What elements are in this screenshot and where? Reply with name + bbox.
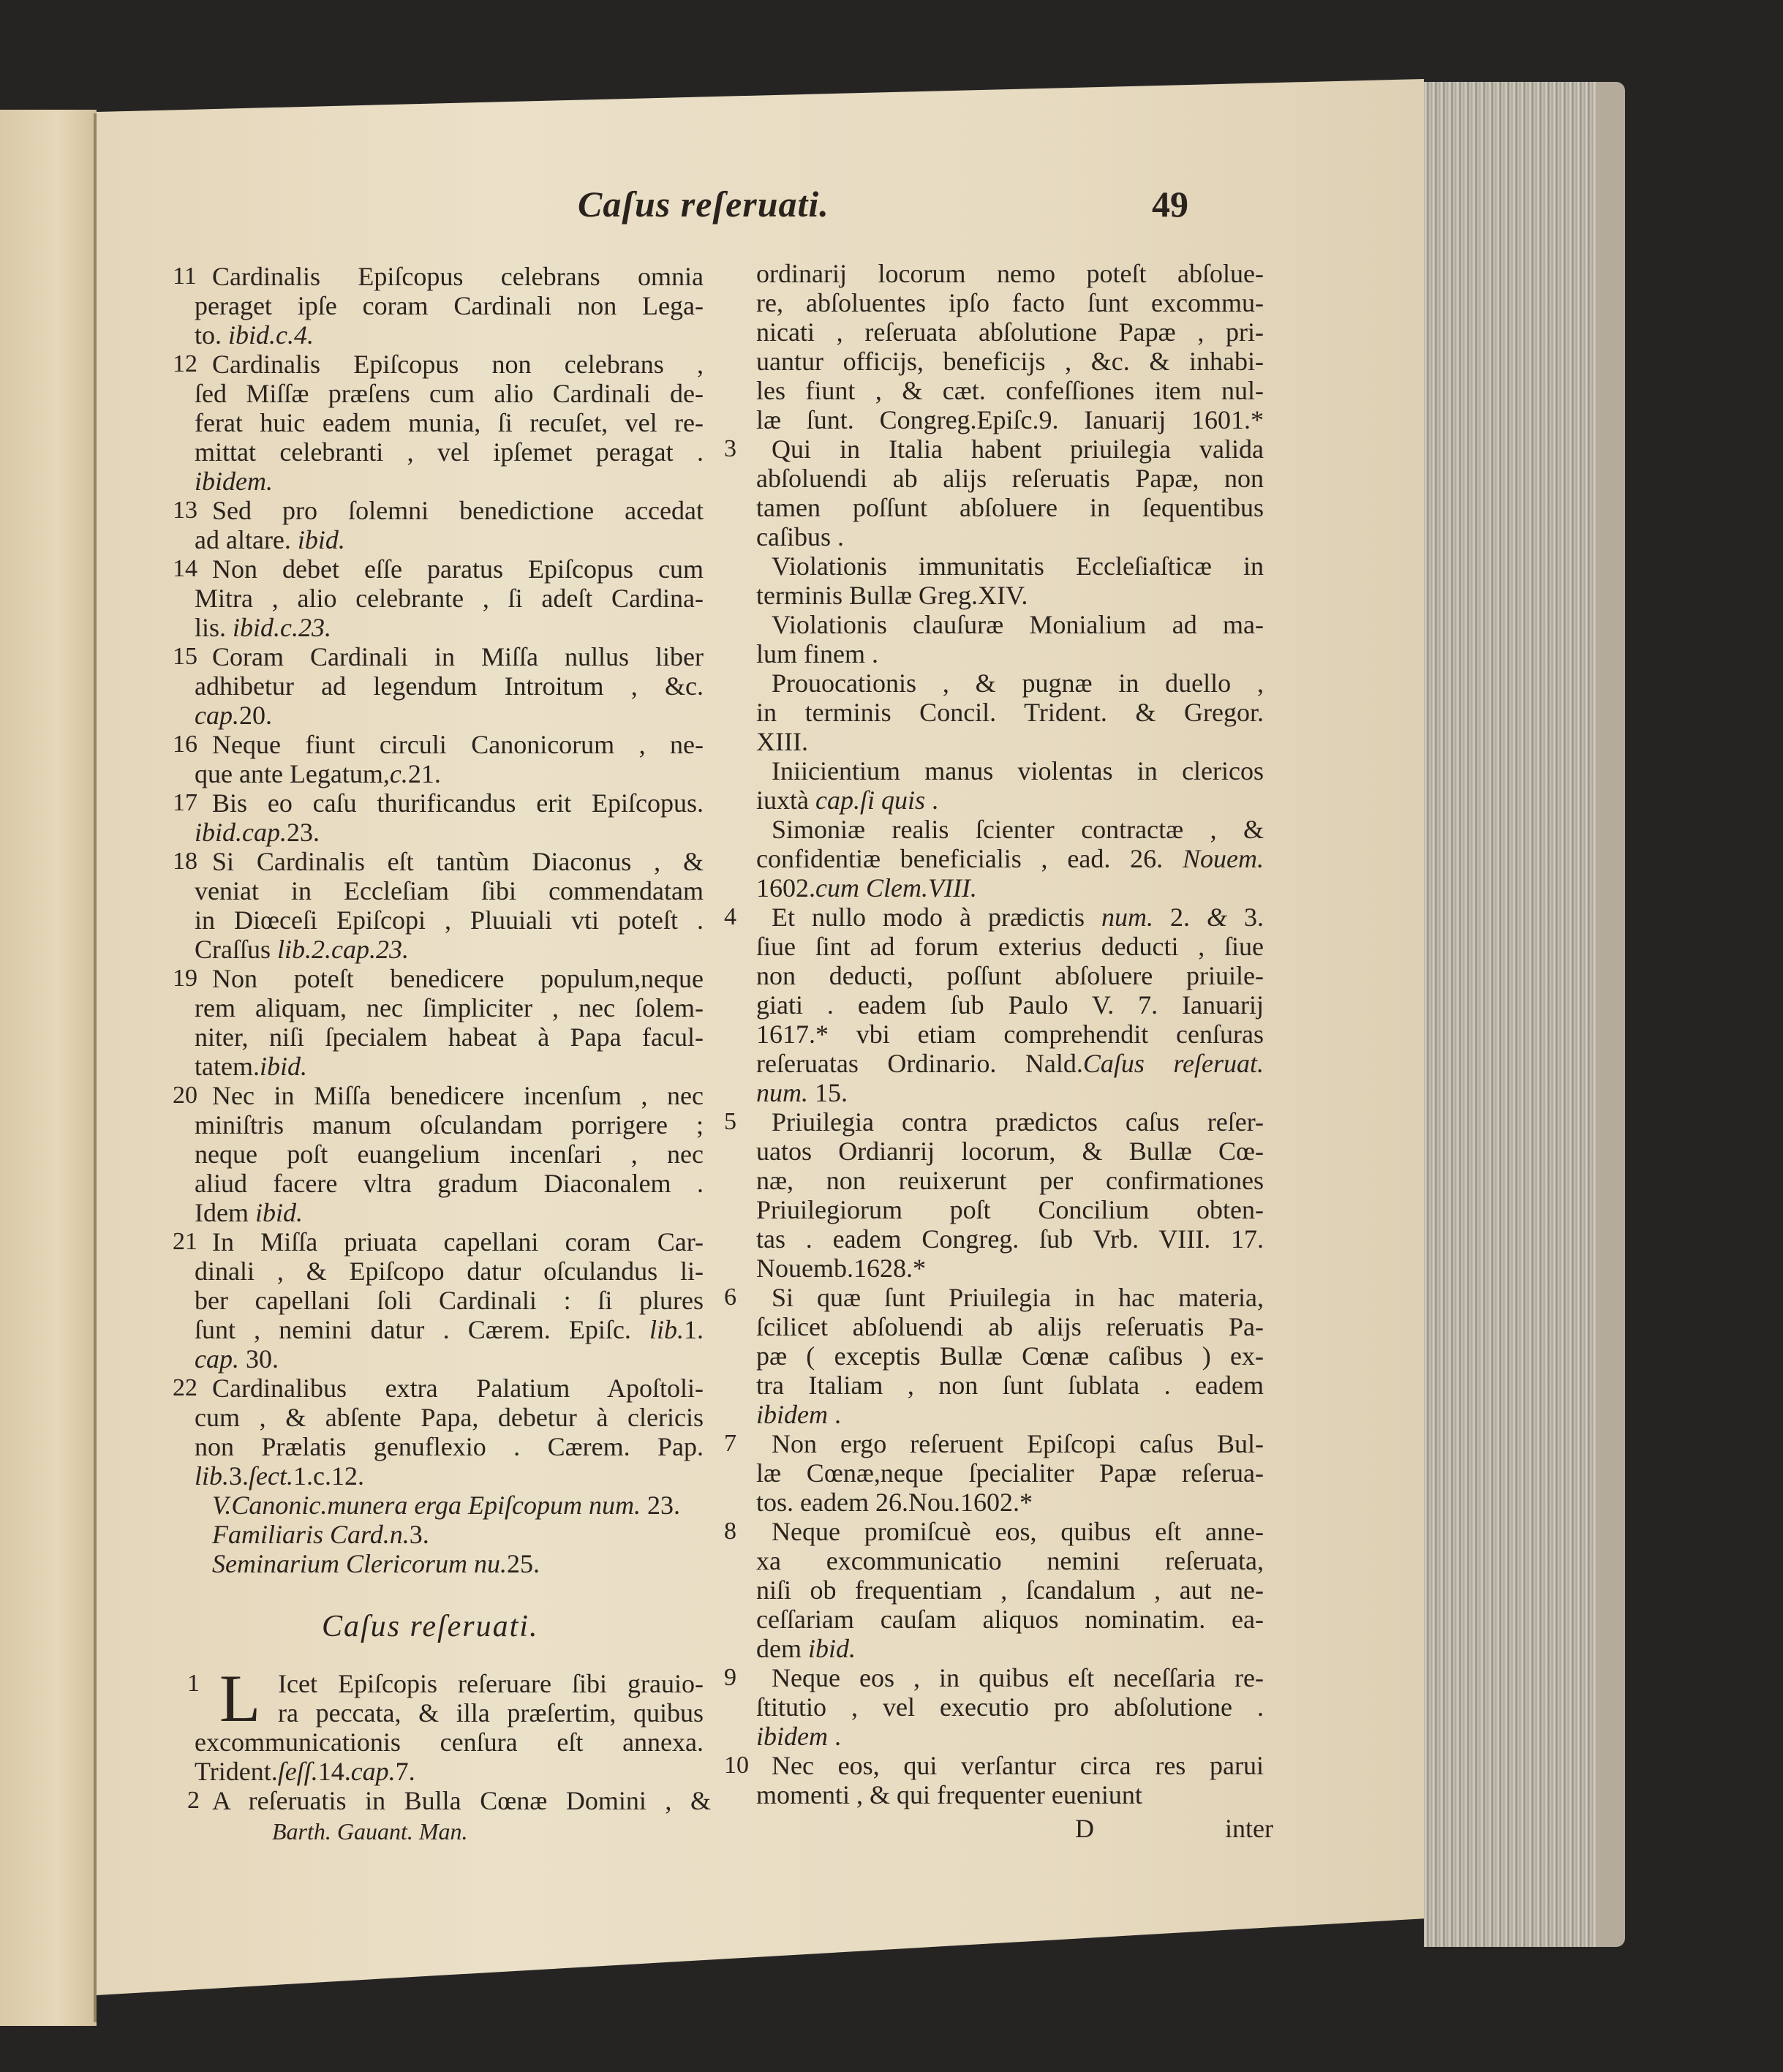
text-run: dem: [756, 1634, 808, 1663]
text-line: [195, 759, 441, 788]
text-line: [278, 1669, 704, 1698]
italic-text-run: cap.: [350, 1757, 396, 1786]
text-line: [772, 1283, 1264, 1312]
text-run: 2.: [1153, 903, 1207, 932]
text-run: Priuilegia contra prædictos caſus reſer-: [772, 1107, 1264, 1137]
text-run: tas . eadem Congreg. ſub Vrb. VIII. 17.: [756, 1224, 1264, 1254]
text-line: [212, 730, 704, 759]
page-number: 49: [1152, 184, 1188, 225]
text-run: que ante Legatum,: [195, 759, 390, 788]
text-line: [756, 1458, 1264, 1488]
text-line: [756, 1605, 1264, 1634]
entry-number: 5: [724, 1108, 736, 1135]
text-run: Non debet eſſe paratus Epiſcopus cum: [212, 554, 704, 584]
italic-text-run: Familiaris Card.n.: [212, 1520, 410, 1549]
text-run: 3.: [409, 1520, 429, 1549]
text-line: [772, 903, 1264, 932]
text-line: [195, 1757, 415, 1786]
text-line: [212, 1491, 680, 1520]
facing-page-left: [0, 110, 97, 2026]
text-line: [772, 1517, 1264, 1546]
text-run: Nec in Miſſa benedicere incenſum , nec: [212, 1081, 704, 1110]
text-run: XIII.: [756, 727, 808, 756]
text-line: [756, 1020, 1264, 1049]
text-run: tatem.: [195, 1052, 260, 1081]
text-run: to.: [195, 320, 229, 350]
text-run: .: [827, 1722, 841, 1751]
text-line: [212, 496, 704, 525]
text-run: non deducti, poſſunt abſoluere priuile-: [756, 961, 1264, 990]
text-line: [772, 1107, 1264, 1137]
italic-text-run: c.: [389, 759, 408, 788]
catchword: inter: [1225, 1814, 1273, 1843]
text-line: [195, 1169, 704, 1198]
text-line: [756, 464, 1264, 493]
text-run: giati . eadem ſub Paulo V. 7. Ianuarij: [756, 990, 1264, 1020]
text-run: adhibetur ad legendum Introitum , &c.: [195, 671, 704, 701]
marginal-note: Barth. Gauant. Man.: [272, 1818, 468, 1845]
italic-text-run: ſeſſ.: [277, 1757, 318, 1786]
text-run: Prouocationis , & pugnæ in duello ,: [772, 668, 1264, 698]
text-run: terminis Bullæ Greg.XIV.: [756, 581, 1028, 610]
text-run: tamen poſſunt abſoluere in ſequentibus: [756, 493, 1264, 522]
text-line: [756, 317, 1264, 347]
text-run: Sed pro ſolemni benedictione accedat: [212, 496, 704, 525]
text-line: [195, 876, 704, 905]
entry-number: 3: [724, 435, 736, 462]
text-line: [756, 1195, 1264, 1224]
drop-cap: L: [219, 1661, 261, 1736]
text-run: pæ ( exceptis Bullæ Cœnæ caſibus ) ex-: [756, 1341, 1264, 1371]
text-run: Cardinalibus extra Palatium Apoſtoli-: [212, 1374, 704, 1403]
text-line: [212, 1227, 704, 1257]
text-line: [212, 554, 704, 584]
text-run: Si quæ ſunt Priuilegia in hac materia,: [772, 1283, 1264, 1312]
text-run: 30.: [238, 1344, 279, 1374]
text-run: ſed Miſſæ præſens cum alio Cardinali de-: [195, 379, 704, 408]
entry-number: 11: [173, 263, 197, 290]
text-line: [772, 610, 1264, 639]
text-run: caſibus .: [756, 522, 844, 551]
entry-number: 1: [187, 1670, 200, 1697]
italic-text-run: &: [1206, 903, 1227, 932]
text-line: [195, 1315, 704, 1344]
entry-number: 10: [724, 1752, 749, 1779]
text-line: [195, 1461, 364, 1491]
text-line: [756, 786, 938, 815]
text-run: .: [924, 786, 938, 815]
text-run: iuxtà: [756, 786, 815, 815]
text-line: [195, 1257, 704, 1286]
text-run: Mitra , alio celebrante , ſi adeſt Cardina-: [195, 584, 704, 613]
text-run: ad altare.: [195, 525, 298, 554]
text-run: Bis eo caſu thurificandus erit Epiſcopus.: [212, 788, 704, 818]
text-line: [195, 905, 704, 935]
text-run: lis.: [195, 613, 233, 642]
text-line: [212, 1520, 429, 1549]
entry-number: 15: [173, 643, 197, 670]
text-run: Cardinalis Epiſcopus non celebrans ,: [212, 350, 704, 379]
text-run: mittat celebranti , vel ipſemet peragat .: [195, 437, 704, 467]
text-run: ordinarij locorum nemo poteſt abſolue-: [756, 259, 1264, 288]
text-run: excommunicationis cenſura eſt annexa.: [195, 1728, 704, 1757]
text-run: Icet Epiſcopis reſeruare ſibi grauio-: [278, 1669, 704, 1698]
text-line: [772, 551, 1264, 581]
entry-number: 6: [724, 1284, 736, 1311]
text-run: ber capellani ſoli Cardinali : ſi plures: [195, 1286, 704, 1315]
text-run: uantur officijs, beneficijs , &c. & inhabi-: [756, 347, 1264, 376]
text-line: [195, 818, 320, 847]
text-run: ſunt , nemini datur . Cærem. Epiſc.: [195, 1315, 649, 1344]
entry-number: 17: [173, 789, 197, 816]
text-line: [756, 1575, 1264, 1605]
text-run: næ, non reuixerunt per confirmationes: [756, 1166, 1264, 1195]
text-run: miniſtris manum oſculandam porrigere ;: [195, 1110, 704, 1139]
text-line: [195, 1139, 704, 1169]
text-run: Iniicientium manus violentas in clericos: [772, 756, 1264, 786]
text-run: Non ergo reſeruent Epiſcopi caſus Bul-: [772, 1429, 1264, 1458]
italic-text-run: num.: [1101, 903, 1153, 932]
text-run: rem aliquam, nec ſimpliciter , nec ſolem-: [195, 993, 704, 1022]
text-run: ſcilicet abſoluendi ab alijs reſeruatis Pa-: [756, 1312, 1264, 1341]
text-line: [195, 584, 704, 613]
text-run: veniat in Eccleſiam ſibi commendatam: [195, 876, 704, 905]
text-line: [756, 347, 1264, 376]
text-run: 23.: [286, 818, 320, 847]
text-line: [756, 1400, 841, 1429]
text-run: Si Cardinalis eſt tantùm Diaconus , &: [212, 847, 704, 876]
text-line: [195, 935, 409, 964]
text-run: cum , & abſente Papa, debetur à clericis: [195, 1403, 704, 1432]
italic-text-run: ibid.: [807, 1634, 856, 1663]
text-run: Neque promiſcuè eos, quibus eſt anne-: [772, 1517, 1264, 1546]
entry-number: 13: [173, 497, 197, 524]
text-run: tos. eadem 26.Nou.1602.*: [756, 1488, 1033, 1517]
text-run: 1617.* vbi etiam comprehendit cenſuras: [756, 1020, 1264, 1049]
text-run: xa excommunicatio nemini reſeruata,: [756, 1546, 1264, 1575]
text-run: 3.: [229, 1461, 249, 1491]
italic-text-run: ibidem.: [195, 467, 273, 496]
text-line: [212, 964, 704, 993]
text-run: 20.: [238, 701, 272, 730]
text-line: [195, 408, 704, 437]
text-line: [195, 1198, 303, 1227]
text-run: Violationis immunitatis Eccleſiaſticæ in: [772, 551, 1264, 581]
italic-text-run: ibid.cap.: [195, 818, 287, 847]
text-line: [195, 613, 331, 642]
italic-text-run: ibid.: [255, 1198, 303, 1227]
text-line: [756, 1224, 1264, 1254]
text-run: lum finem .: [756, 639, 878, 668]
text-line: [756, 581, 1028, 610]
text-line: [756, 1166, 1264, 1195]
entry-number: 2: [187, 1787, 200, 1814]
text-line: [756, 405, 1264, 434]
text-run: Simoniæ realis ſcienter contractæ , &: [772, 815, 1264, 844]
text-line: [212, 1786, 711, 1815]
page-fore-edge: [1424, 82, 1625, 1947]
text-run: Craſſus: [195, 935, 277, 964]
text-line: [772, 1751, 1264, 1780]
text-line: [756, 727, 808, 756]
entry-number: 16: [173, 731, 197, 758]
text-line: [756, 1049, 1264, 1078]
text-run: 1.: [684, 1315, 704, 1344]
text-run: neque poſt euangelium incenſari , nec: [195, 1139, 704, 1169]
text-line: [195, 1022, 704, 1052]
text-line: [756, 1312, 1264, 1341]
text-line: [212, 642, 704, 671]
text-run: uatos Ordianrij locorum, & Bullæ Cœ-: [756, 1137, 1264, 1166]
text-line: [756, 522, 844, 551]
text-line: [756, 1254, 926, 1283]
text-line: [278, 1698, 704, 1728]
text-run: les fiunt , & cæt. confeſſiones item nul-: [756, 376, 1264, 405]
text-run: 25.: [506, 1549, 540, 1578]
text-line: [195, 701, 272, 730]
text-run: Non poteſt benedicere populum,neque: [212, 964, 704, 993]
text-line: [195, 379, 704, 408]
text-line: [212, 1081, 704, 1110]
italic-text-run: lib.: [195, 1461, 230, 1491]
text-line: [195, 525, 345, 554]
text-run: Coram Cardinali in Miſſa nullus liber: [212, 642, 704, 671]
text-run: 15.: [808, 1078, 848, 1107]
text-line: [756, 1546, 1264, 1575]
running-head: Caſus reſeruati.: [578, 184, 829, 225]
text-run: Violationis clauſuræ Monialium ad ma-: [772, 610, 1264, 639]
text-line: [195, 437, 704, 467]
text-line: [756, 1634, 856, 1663]
section-heading: Caſus reſeruati.: [322, 1610, 539, 1643]
text-line: [756, 961, 1264, 990]
text-line: [195, 1344, 279, 1374]
text-line: [756, 493, 1264, 522]
entry-number: 14: [173, 555, 197, 582]
entry-number: 22: [173, 1374, 197, 1401]
text-line: [772, 756, 1264, 786]
italic-text-run: ibid.c.23.: [233, 613, 331, 642]
entry-number: 4: [724, 903, 736, 930]
italic-text-run: ibid.c.4.: [228, 320, 314, 350]
text-run: aliud facere vltra gradum Diaconalem .: [195, 1169, 704, 1198]
text-run: confidentiæ beneficialis , ead. 26.: [756, 844, 1183, 873]
text-line: [212, 262, 704, 291]
entry-number: 19: [173, 965, 197, 992]
text-run: Idem: [195, 1198, 255, 1227]
text-run: 21.: [407, 759, 441, 788]
italic-text-run: ſect.: [249, 1461, 293, 1491]
text-run: in Diœceſi Epiſcopi , Pluuiali vti poteſt .: [195, 905, 704, 935]
text-run: ſiue ſint ad forum exterius deducti , ſiue: [756, 932, 1264, 961]
text-line: [756, 990, 1264, 1020]
entry-number: 7: [724, 1430, 736, 1457]
text-run: tra Italiam , non ſunt ſublata . eadem: [756, 1371, 1264, 1400]
text-line: [772, 815, 1264, 844]
text-run: re, abſoluentes ipſo facto ſunt excommu-: [756, 288, 1264, 317]
text-line: [195, 671, 704, 701]
text-run: A reſeruatis in Bulla Cœnæ Domini , &: [212, 1786, 711, 1815]
text-line: [756, 1371, 1264, 1400]
italic-text-run: ibid.: [297, 525, 345, 554]
italic-text-run: lib.: [649, 1315, 684, 1344]
text-run: Trident.: [195, 1757, 278, 1786]
text-line: [756, 932, 1264, 961]
italic-text-run: cum Clem.VIII.: [815, 873, 977, 903]
text-run: Cardinalis Epiſcopus celebrans omnia: [212, 262, 704, 291]
text-run: læ Cœnæ,neque ſpecialiter Papæ reſerua-: [756, 1458, 1264, 1488]
text-line: [756, 1692, 1264, 1722]
text-line: [756, 844, 1264, 873]
entry-number: 20: [173, 1082, 197, 1109]
entry-number: 21: [173, 1228, 197, 1255]
text-run: Nouemb.1628.*: [756, 1254, 926, 1283]
text-run: Et nullo modo à prædictis: [772, 903, 1101, 932]
text-run: dinali , & Epiſcopo datur oſculandus li-: [195, 1257, 704, 1286]
text-line: [772, 1429, 1264, 1458]
text-run: ra peccata, & illa præſertim, quibus: [278, 1698, 704, 1728]
italic-text-run: Nouem.: [1183, 844, 1264, 873]
text-run: Priuilegiorum poſt Concilium obten-: [756, 1195, 1264, 1224]
text-run: in terminis Concil. Trident. & Gregor.: [756, 698, 1264, 727]
italic-text-run: V.Canonic.munera erga Epiſcopum num.: [212, 1491, 641, 1520]
text-line: [756, 288, 1264, 317]
text-line: [195, 320, 314, 350]
entry-number: 8: [724, 1518, 736, 1545]
text-line: [756, 1722, 841, 1751]
text-line: [212, 350, 704, 379]
italic-text-run: cap.ſi quis: [815, 786, 925, 815]
text-run: 1.c.12.: [293, 1461, 364, 1491]
text-line: [195, 1286, 704, 1315]
text-line: [212, 1549, 540, 1578]
text-line: [195, 467, 273, 496]
text-run: non Prælatis genuflexio . Cærem. Pap.: [195, 1432, 704, 1461]
text-line: [195, 291, 704, 320]
italic-text-run: cap.: [195, 701, 239, 730]
text-line: [756, 259, 1264, 288]
text-run: In Miſſa priuata capellani coram Car-: [212, 1227, 704, 1257]
text-line: [195, 1110, 704, 1139]
text-run: reſeruatas Ordinario. Nald.: [756, 1049, 1083, 1078]
text-line: [195, 1728, 704, 1757]
text-run: niter, niſi ſpecialem habeat à Papa facul-: [195, 1022, 704, 1052]
text-line: [212, 1374, 704, 1403]
signature-mark: D: [1075, 1814, 1094, 1843]
text-run: Nec eos, qui verſantur circa res parui: [772, 1751, 1264, 1780]
text-run: ceſſariam cauſam aliquos nominatim. ea-: [756, 1605, 1264, 1634]
text-line: [772, 668, 1264, 698]
text-line: [756, 1341, 1264, 1371]
text-run: Neque eos , in quibus eſt neceſſaria re-: [772, 1663, 1264, 1692]
text-line: [756, 639, 878, 668]
italic-text-run: cap.: [195, 1344, 239, 1374]
entry-number: 18: [173, 848, 197, 875]
text-run: Neque fiunt circuli Canonicorum , ne-: [212, 730, 704, 759]
text-run: peraget ipſe coram Cardinali non Lega-: [195, 291, 704, 320]
text-line: [756, 376, 1264, 405]
text-run: 1602.: [756, 873, 815, 903]
text-line: [756, 698, 1264, 727]
text-line: [212, 788, 704, 818]
text-run: Qui in Italia habent priuilegia valida: [772, 434, 1264, 464]
text-line: [772, 1663, 1264, 1692]
italic-text-run: num.: [756, 1078, 808, 1107]
italic-text-run: Seminarium Clericorum nu.: [212, 1549, 507, 1578]
italic-text-run: ibidem: [756, 1722, 828, 1751]
text-run: 3.: [1227, 903, 1264, 932]
text-run: nicati , reſeruata abſolutione Papæ , pri-: [756, 317, 1264, 347]
text-run: .: [827, 1400, 841, 1429]
text-run: ferat huic eadem munia, ſi recuſet, vel re-: [195, 408, 704, 437]
text-line: [756, 1488, 1033, 1517]
text-run: momenti , & qui frequenter eueniunt: [756, 1780, 1142, 1809]
text-run: abſoluendi ab alijs reſeruatis Papæ, non: [756, 464, 1264, 493]
entry-number: 9: [724, 1664, 736, 1691]
text-line: [756, 1078, 848, 1107]
text-run: ſtitutio , vel executio pro abſolutione .: [756, 1692, 1264, 1722]
italic-text-run: Caſus reſeruat.: [1082, 1049, 1264, 1078]
text-run: 7.: [395, 1757, 415, 1786]
text-line: [772, 434, 1264, 464]
italic-text-run: ibidem: [756, 1400, 828, 1429]
book-gutter: [94, 113, 97, 2022]
entry-number: 12: [173, 350, 197, 377]
italic-text-run: lib.2.cap.23.: [277, 935, 409, 964]
text-line: [212, 847, 704, 876]
text-line: [756, 873, 977, 903]
text-run: niſi ob frequentiam , ſcandalum , aut ne-: [756, 1575, 1264, 1605]
text-run: 14.: [317, 1757, 351, 1786]
text-line: [756, 1137, 1264, 1166]
text-line: [195, 993, 704, 1022]
text-line: [195, 1403, 704, 1432]
text-run: læ ſunt. Congreg.Epiſc.9. Ianuarij 1601.*: [756, 405, 1264, 434]
text-line: [756, 1780, 1142, 1809]
text-line: [195, 1052, 307, 1081]
italic-text-run: ibid.: [259, 1052, 307, 1081]
text-run: 23.: [640, 1491, 680, 1520]
text-line: [195, 1432, 704, 1461]
